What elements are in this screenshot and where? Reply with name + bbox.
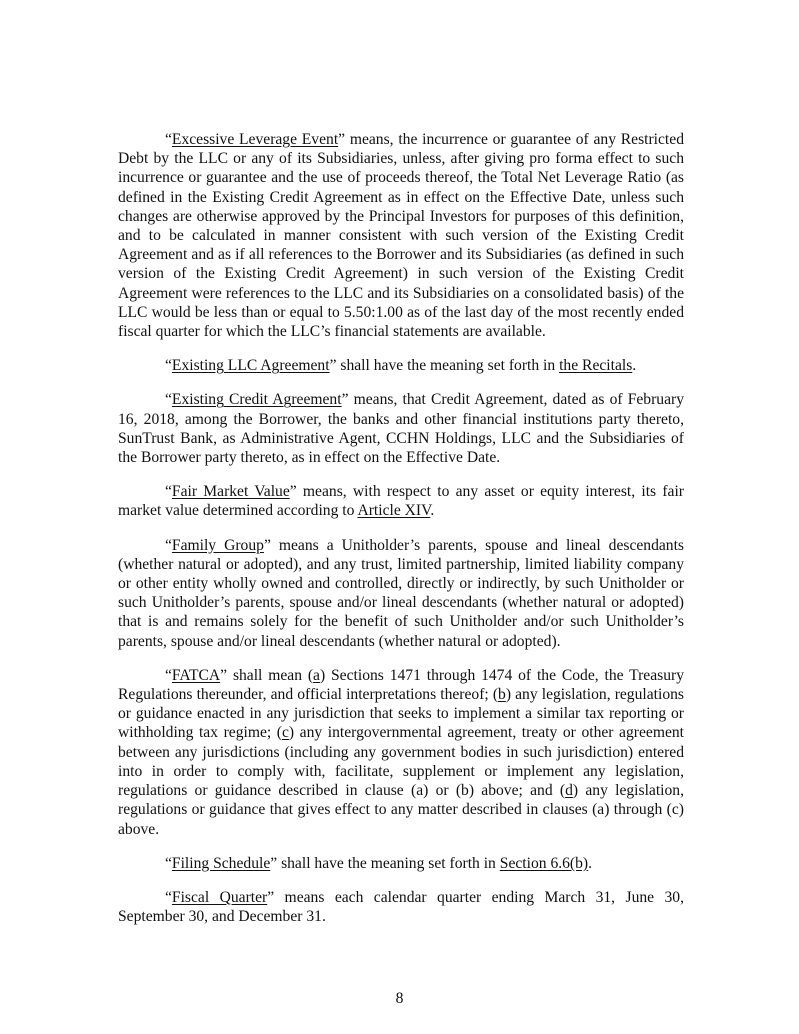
definition-text: ” means each calendar quarter ending March 31, June 30, September 30, and December 31. xyxy=(118,888,684,926)
page-number: 8 xyxy=(395,990,404,1007)
definition-text: “ xyxy=(165,483,172,501)
definition-text: “ xyxy=(165,391,172,409)
definition-text: ” shall have the meaning set forth in xyxy=(329,357,560,375)
definition-excessive-leverage-event xyxy=(118,130,684,341)
underlined-reference: a xyxy=(313,666,320,684)
definition-text: ” means, the incurrence or guarantee of any Restricted Debt by the LLC or any of its Subsidiaries, unless, after giving pro forma effect to such incurrence or guarantee and the use of proceeds thereof, the Total Net Leverage Ratio (as defined in the Existing Credit Agreement as in effect on the Effective Date, unless such changes are otherwise approved by the Principal Investors for purposes of this definition, and to be calculated in manner consistent with such version of the Existing Credit Agreement and as if all references to the Borrower and its Subsidiaries (as defined in such version of the Existing Credit Agreement) in such version of the Existing Credit Agreement were references to the LLC and its Subsidiaries on a consolidated basis) of the LLC would be less than or equal to 5.50:1.00 as of the last day of the most recently ended fiscal quarter for which the LLC’s financial statements are available. xyxy=(118,131,684,341)
underlined-reference: Excessive Leverage Event xyxy=(171,131,339,148)
definition-existing-credit-agreement xyxy=(118,390,684,467)
definition-text: “ xyxy=(165,888,172,906)
underlined-reference: Existing Credit Agreement xyxy=(171,391,342,409)
definition-existing-llc-agreement xyxy=(118,356,684,375)
underlined-reference: the Recitals xyxy=(559,357,633,375)
underlined-reference: Family Group xyxy=(171,536,264,554)
underlined-reference: c xyxy=(281,724,289,742)
definition-text: ) any legislation, regulations or guidance that gives effect to any matter described in clauses (a) through (c) above. xyxy=(118,782,684,838)
definition-text: . xyxy=(632,357,637,375)
definition-text: . xyxy=(588,854,593,872)
definition-text: “ xyxy=(165,131,172,148)
underlined-reference: Section 6.6(b) xyxy=(499,854,589,872)
underlined-reference: Existing LLC Agreement xyxy=(171,357,330,375)
definition-text: “ xyxy=(165,854,172,872)
definition-text: ” shall mean ( xyxy=(220,666,314,684)
definition-filing-schedule xyxy=(118,854,684,873)
definition-fatca xyxy=(118,666,684,839)
underlined-reference: Filing Schedule xyxy=(171,854,271,872)
underlined-reference: FATCA xyxy=(171,666,221,684)
definition-family-group xyxy=(118,536,684,651)
definition-text: ) any legislation, regulations or guidance enacted in any jurisdiction that seeks to implement a similar tax reporting or withholding tax regime; ( xyxy=(118,686,684,742)
definition-text: “ xyxy=(165,357,172,375)
definition-text: ” means a Unitholder’s parents, spouse and lineal descendants (whether natural or adopted), and any trust, limited partnership, limited liability company or other entity wholly owned and controlled, directly or indirectly, by such Unitholder or such Unitholder’s parents, spouse and/or lineal descendants (whether natural or adopted) that is and remains solely for the benefit of such Unitholder and/or such Unitholder’s parents, spouse and/or lineal descendants (whether natural or adopted). xyxy=(118,536,684,650)
definition-text: “ xyxy=(165,666,172,684)
definition-text: ” shall have the meaning set forth in xyxy=(270,854,500,872)
document-page xyxy=(118,130,684,941)
definition-text: ” means, that Credit Agreement, dated as of February 16, 2018, among the Borrower, the banks and other financial institutions party thereto, SunTrust Bank, as Administrative Agent, CCHN Holdings, LLC and the Subsidiaries of the Borrower party thereto, as in effect on the Effective Date. xyxy=(118,391,684,467)
underlined-reference: Article XIV xyxy=(357,502,431,520)
definition-text: ) any intergovernmental agreement, treaty or other agreement between any jurisdictions (including any government bodies in such jurisdiction) entered into in order to comply with, facilitate, supplement or implement any legislation, regulations or guidance described in clause (a) or (b) above; and ( xyxy=(118,724,684,800)
definition-text: . xyxy=(430,502,435,520)
definition-fiscal-quarter xyxy=(118,888,684,926)
definition-fair-market-value xyxy=(118,482,684,520)
underlined-reference: d xyxy=(565,782,573,800)
definition-text: ) Sections 1471 through 1474 of the Code, the Treasury Regulations thereunder, and official interpretations thereof; ( xyxy=(118,666,684,704)
definition-text: ” means, with respect to any asset or equity interest, its fair market value determined according to xyxy=(118,483,684,520)
definition-text: “ xyxy=(165,536,172,554)
underlined-reference: b xyxy=(498,686,506,704)
underlined-reference: Fiscal Quarter xyxy=(171,888,268,906)
underlined-reference: Fair Market Value xyxy=(171,483,290,501)
